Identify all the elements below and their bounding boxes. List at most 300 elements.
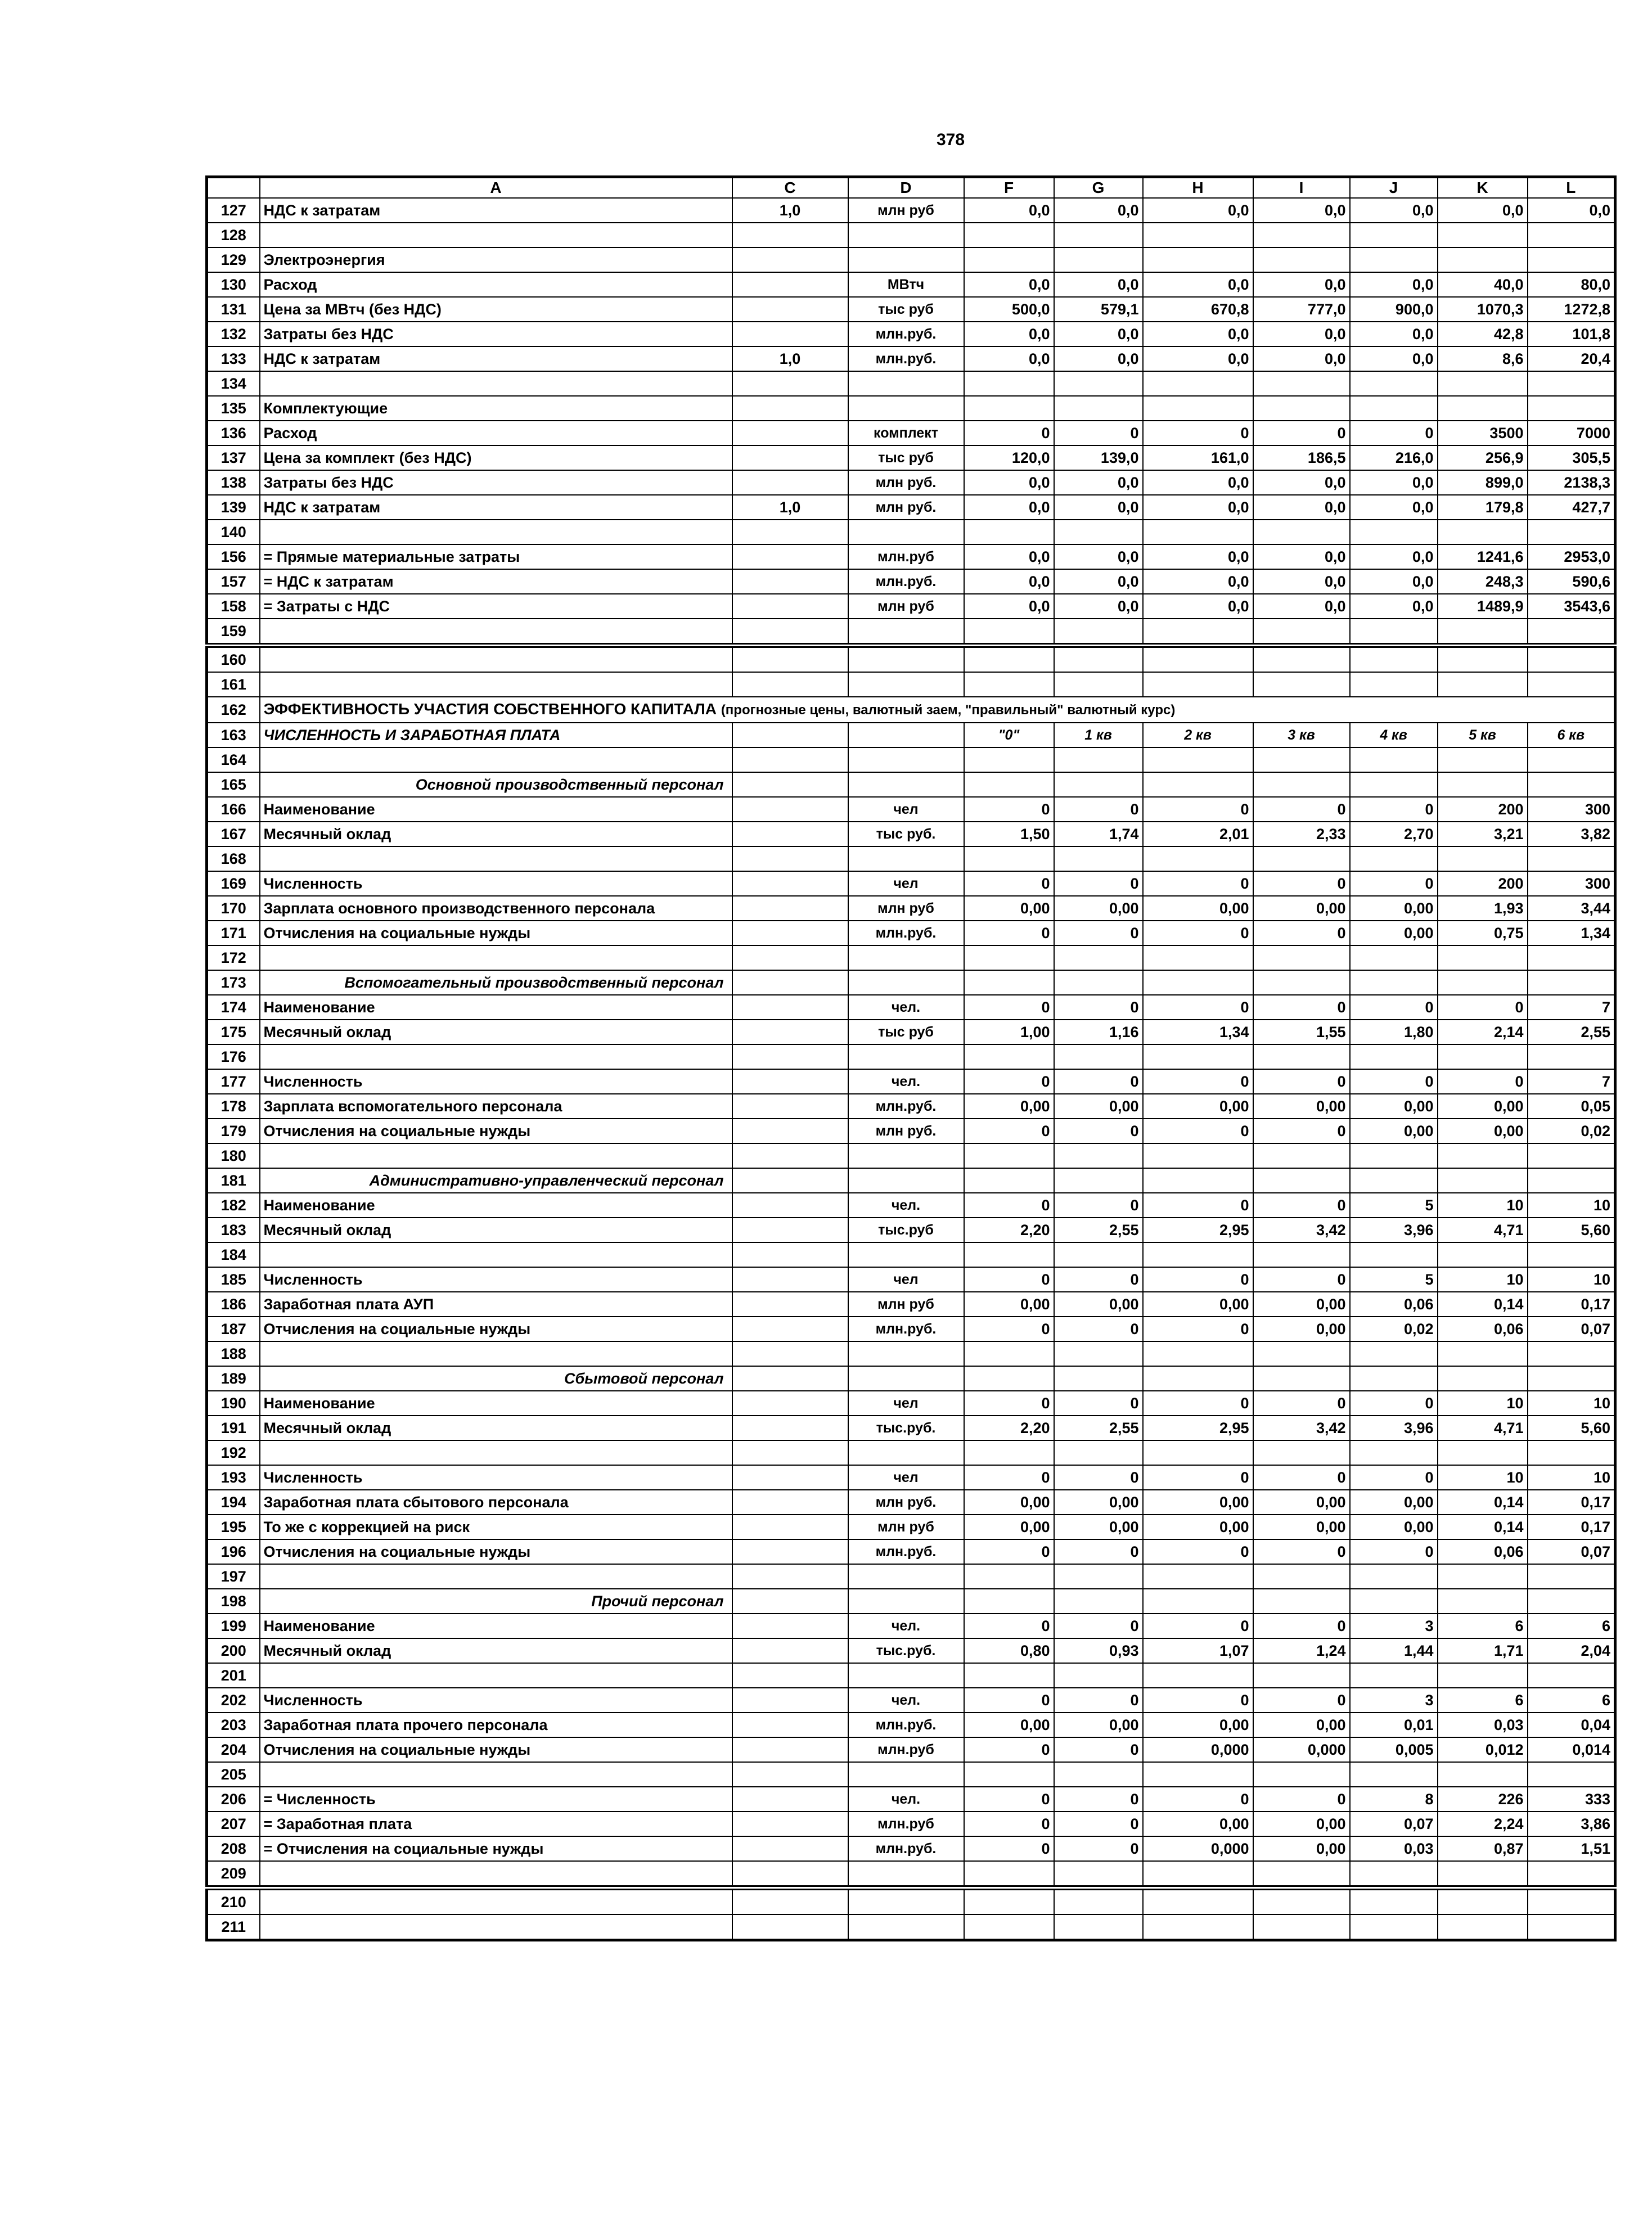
value-cell[interactable]: 670,8 <box>1143 297 1253 322</box>
value-cell[interactable] <box>1528 247 1615 272</box>
row-number[interactable]: 210 <box>207 1888 260 1915</box>
cell[interactable] <box>1253 970 1350 995</box>
value-cell[interactable] <box>1054 520 1143 544</box>
value-cell[interactable] <box>1438 846 1528 871</box>
value-cell[interactable] <box>1054 247 1143 272</box>
value-cell[interactable]: 0,00 <box>964 1713 1054 1737</box>
value-cell[interactable] <box>1143 223 1253 247</box>
coefficient-cell[interactable]: 1,0 <box>732 346 848 371</box>
value-cell[interactable]: 0,0 <box>964 322 1054 346</box>
row-label[interactable] <box>260 1143 732 1168</box>
row-label[interactable] <box>260 1861 732 1888</box>
value-cell[interactable] <box>1143 1242 1253 1267</box>
value-cell[interactable]: 0,0 <box>1054 569 1143 594</box>
value-cell[interactable]: 0,14 <box>1438 1515 1528 1539</box>
value-cell[interactable]: 0 <box>1054 1391 1143 1416</box>
cell[interactable] <box>964 1168 1054 1193</box>
row-number[interactable]: 182 <box>207 1193 260 1218</box>
unit-cell[interactable]: чел <box>848 1391 964 1416</box>
cell[interactable] <box>1054 772 1143 797</box>
value-cell[interactable]: 3,96 <box>1350 1218 1438 1242</box>
coefficient-cell[interactable] <box>732 1440 848 1465</box>
value-cell[interactable]: 3543,6 <box>1528 594 1615 619</box>
coefficient-cell[interactable] <box>732 470 848 495</box>
value-cell[interactable] <box>1350 371 1438 396</box>
value-cell[interactable]: 6 <box>1528 1614 1615 1638</box>
value-cell[interactable]: 0,00 <box>1054 1094 1143 1119</box>
value-cell[interactable] <box>1528 1861 1615 1888</box>
value-cell[interactable] <box>1528 223 1615 247</box>
value-cell[interactable] <box>1350 672 1438 697</box>
value-cell[interactable] <box>1253 520 1350 544</box>
period-label[interactable]: 5 кв <box>1438 723 1528 747</box>
value-cell[interactable] <box>1528 371 1615 396</box>
value-cell[interactable]: 10 <box>1438 1391 1528 1416</box>
unit-cell[interactable] <box>848 1663 964 1688</box>
value-cell[interactable]: 0,0 <box>1143 544 1253 569</box>
value-cell[interactable] <box>964 1044 1054 1069</box>
cell[interactable] <box>1438 1366 1528 1391</box>
value-cell[interactable]: 0 <box>1054 1267 1143 1292</box>
value-cell[interactable]: 1,51 <box>1528 1836 1615 1861</box>
row-number[interactable]: 185 <box>207 1267 260 1292</box>
value-cell[interactable]: 0,17 <box>1528 1490 1615 1515</box>
value-cell[interactable]: 0 <box>1350 1465 1438 1490</box>
value-cell[interactable] <box>1253 1341 1350 1366</box>
value-cell[interactable]: 0,00 <box>1143 1490 1253 1515</box>
row-number[interactable]: 183 <box>207 1218 260 1242</box>
value-cell[interactable] <box>1253 396 1350 421</box>
value-cell[interactable]: 2,33 <box>1253 822 1350 846</box>
value-cell[interactable]: 2953,0 <box>1528 544 1615 569</box>
value-cell[interactable] <box>1143 1762 1253 1787</box>
cell[interactable] <box>1350 1168 1438 1193</box>
value-cell[interactable]: 0 <box>1253 1391 1350 1416</box>
value-cell[interactable] <box>1528 747 1615 772</box>
value-cell[interactable]: 0,00 <box>1253 1836 1350 1861</box>
value-cell[interactable] <box>1528 1663 1615 1688</box>
value-cell[interactable] <box>1438 1564 1528 1589</box>
cell[interactable] <box>1438 970 1528 995</box>
row-number[interactable]: 174 <box>207 995 260 1020</box>
value-cell[interactable]: 120,0 <box>964 445 1054 470</box>
value-cell[interactable]: 0 <box>1253 1119 1350 1143</box>
value-cell[interactable] <box>964 396 1054 421</box>
value-cell[interactable]: 1,24 <box>1253 1638 1350 1663</box>
row-label[interactable]: = Отчисления на социальные нужды <box>260 1836 732 1861</box>
coefficient-cell[interactable] <box>732 1069 848 1094</box>
row-label[interactable] <box>260 1663 732 1688</box>
coefficient-cell[interactable] <box>732 297 848 322</box>
value-cell[interactable] <box>1438 619 1528 646</box>
value-cell[interactable]: 0,0 <box>964 470 1054 495</box>
cell[interactable] <box>1528 1366 1615 1391</box>
value-cell[interactable]: 0,00 <box>1253 1094 1350 1119</box>
subsection-heading[interactable]: Основной производственный персонал <box>260 772 732 797</box>
value-cell[interactable]: 0 <box>964 1119 1054 1143</box>
unit-cell[interactable]: МВтч <box>848 272 964 297</box>
coefficient-cell[interactable] <box>732 1914 848 1940</box>
value-cell[interactable] <box>1054 619 1143 646</box>
row-label[interactable]: Цена за комплект (без НДС) <box>260 445 732 470</box>
value-cell[interactable]: 0 <box>964 1614 1054 1638</box>
value-cell[interactable]: 0,00 <box>1253 1317 1350 1341</box>
cell[interactable] <box>1253 1366 1350 1391</box>
row-number[interactable]: 138 <box>207 470 260 495</box>
coefficient-cell[interactable] <box>732 797 848 822</box>
unit-cell[interactable]: млн.руб. <box>848 1713 964 1737</box>
row-label[interactable]: Расход <box>260 421 732 445</box>
value-cell[interactable] <box>1143 945 1253 970</box>
value-cell[interactable] <box>1143 520 1253 544</box>
cell[interactable] <box>1253 772 1350 797</box>
value-cell[interactable]: 1,16 <box>1054 1020 1143 1044</box>
coefficient-cell[interactable] <box>732 1193 848 1218</box>
value-cell[interactable] <box>1350 1888 1438 1915</box>
row-number[interactable]: 203 <box>207 1713 260 1737</box>
value-cell[interactable] <box>1054 1762 1143 1787</box>
unit-cell[interactable]: чел <box>848 871 964 896</box>
value-cell[interactable]: 0,14 <box>1438 1490 1528 1515</box>
value-cell[interactable]: 0 <box>1143 1267 1253 1292</box>
value-cell[interactable]: 0 <box>1054 1193 1143 1218</box>
value-cell[interactable]: 200 <box>1438 797 1528 822</box>
coefficient-cell[interactable] <box>732 1737 848 1762</box>
value-cell[interactable]: 0,17 <box>1528 1292 1615 1317</box>
value-cell[interactable]: 0 <box>1350 871 1438 896</box>
row-label[interactable]: Месячный оклад <box>260 1638 732 1663</box>
coefficient-cell[interactable] <box>732 896 848 921</box>
value-cell[interactable] <box>1438 1242 1528 1267</box>
value-cell[interactable]: 10 <box>1438 1465 1528 1490</box>
value-cell[interactable]: 0,005 <box>1350 1737 1438 1762</box>
row-label[interactable]: Месячный оклад <box>260 822 732 846</box>
value-cell[interactable]: 0 <box>1054 1069 1143 1094</box>
value-cell[interactable] <box>1438 1914 1528 1940</box>
row-label[interactable] <box>260 672 732 697</box>
value-cell[interactable] <box>1143 1044 1253 1069</box>
row-number[interactable]: 139 <box>207 495 260 520</box>
unit-cell[interactable]: чел. <box>848 995 964 1020</box>
value-cell[interactable] <box>1438 247 1528 272</box>
value-cell[interactable] <box>1253 223 1350 247</box>
value-cell[interactable] <box>964 646 1054 673</box>
value-cell[interactable]: 3 <box>1350 1614 1438 1638</box>
row-number[interactable]: 187 <box>207 1317 260 1341</box>
value-cell[interactable]: 10 <box>1438 1267 1528 1292</box>
unit-cell[interactable]: чел <box>848 797 964 822</box>
cell[interactable] <box>1143 772 1253 797</box>
value-cell[interactable] <box>1350 1762 1438 1787</box>
value-cell[interactable] <box>1143 846 1253 871</box>
row-number[interactable]: 156 <box>207 544 260 569</box>
value-cell[interactable]: 0 <box>1350 797 1438 822</box>
coefficient-cell[interactable] <box>732 1539 848 1564</box>
subsection-heading[interactable]: Сбытовой персонал <box>260 1366 732 1391</box>
value-cell[interactable] <box>1253 1861 1350 1888</box>
value-cell[interactable]: 3500 <box>1438 421 1528 445</box>
value-cell[interactable]: 0 <box>1054 1836 1143 1861</box>
value-cell[interactable]: 6 <box>1438 1688 1528 1713</box>
value-cell[interactable]: 7 <box>1528 1069 1615 1094</box>
value-cell[interactable] <box>1528 619 1615 646</box>
value-cell[interactable] <box>1350 223 1438 247</box>
value-cell[interactable]: 2,55 <box>1528 1020 1615 1044</box>
value-cell[interactable]: 0 <box>1054 871 1143 896</box>
coefficient-cell[interactable] <box>732 871 848 896</box>
value-cell[interactable]: 0 <box>964 1193 1054 1218</box>
row-label[interactable] <box>260 1914 732 1940</box>
value-cell[interactable]: 6 <box>1438 1614 1528 1638</box>
coefficient-cell[interactable] <box>732 747 848 772</box>
value-cell[interactable] <box>964 371 1054 396</box>
value-cell[interactable]: 0,0 <box>1143 272 1253 297</box>
unit-cell[interactable] <box>848 1044 964 1069</box>
value-cell[interactable]: 0 <box>1054 995 1143 1020</box>
value-cell[interactable]: 0,06 <box>1350 1292 1438 1317</box>
coefficient-cell[interactable] <box>732 322 848 346</box>
value-cell[interactable]: 0,0 <box>1350 272 1438 297</box>
cell[interactable] <box>848 723 964 747</box>
row-number[interactable]: 193 <box>207 1465 260 1490</box>
value-cell[interactable]: 900,0 <box>1350 297 1438 322</box>
value-cell[interactable]: 0,06 <box>1438 1539 1528 1564</box>
value-cell[interactable]: 0 <box>1253 1193 1350 1218</box>
value-cell[interactable]: 0,00 <box>1253 1515 1350 1539</box>
value-cell[interactable] <box>1143 1861 1253 1888</box>
value-cell[interactable]: 0,0 <box>1054 198 1143 223</box>
cell[interactable] <box>964 1589 1054 1614</box>
value-cell[interactable]: 0,07 <box>1528 1317 1615 1341</box>
value-cell[interactable] <box>1054 396 1143 421</box>
value-cell[interactable]: 3,21 <box>1438 822 1528 846</box>
value-cell[interactable] <box>1350 945 1438 970</box>
coefficient-cell[interactable] <box>732 1267 848 1292</box>
value-cell[interactable]: 0,0 <box>1253 272 1350 297</box>
value-cell[interactable] <box>1253 1242 1350 1267</box>
value-cell[interactable]: 0,07 <box>1350 1812 1438 1836</box>
row-label[interactable]: Цена за МВтч (без НДС) <box>260 297 732 322</box>
value-cell[interactable]: 4,71 <box>1438 1416 1528 1440</box>
value-cell[interactable]: 0 <box>964 921 1054 945</box>
value-cell[interactable]: 0,0 <box>1054 495 1143 520</box>
unit-cell[interactable]: млн руб. <box>848 1490 964 1515</box>
value-cell[interactable]: 0,0 <box>1054 544 1143 569</box>
period-label[interactable]: 3 кв <box>1253 723 1350 747</box>
value-cell[interactable] <box>1253 672 1350 697</box>
unit-cell[interactable]: комплект <box>848 421 964 445</box>
row-number[interactable]: 167 <box>207 822 260 846</box>
cell[interactable] <box>732 1589 848 1614</box>
value-cell[interactable] <box>1054 1861 1143 1888</box>
cell[interactable] <box>1350 1589 1438 1614</box>
row-number[interactable]: 188 <box>207 1341 260 1366</box>
cell[interactable] <box>1528 970 1615 995</box>
value-cell[interactable] <box>1253 646 1350 673</box>
value-cell[interactable]: 0,00 <box>1350 1094 1438 1119</box>
value-cell[interactable] <box>1054 371 1143 396</box>
row-number[interactable]: 162 <box>207 697 260 723</box>
value-cell[interactable]: 0 <box>1143 871 1253 896</box>
value-cell[interactable]: 0,0 <box>1054 272 1143 297</box>
coefficient-cell[interactable] <box>732 1564 848 1589</box>
row-label[interactable]: Затраты без НДС <box>260 470 732 495</box>
subsection-heading[interactable]: Вспомогательный производственный персонал <box>260 970 732 995</box>
value-cell[interactable]: 0,00 <box>964 1094 1054 1119</box>
value-cell[interactable]: 2138,3 <box>1528 470 1615 495</box>
row-label[interactable]: Численность <box>260 871 732 896</box>
row-number[interactable]: 202 <box>207 1688 260 1713</box>
unit-cell[interactable] <box>848 1341 964 1366</box>
row-label[interactable]: Заработная плата прочего персонала <box>260 1713 732 1737</box>
value-cell[interactable]: 0,00 <box>1253 1812 1350 1836</box>
value-cell[interactable]: 0,00 <box>1143 896 1253 921</box>
row-label[interactable] <box>260 646 732 673</box>
value-cell[interactable]: 0,0 <box>1350 569 1438 594</box>
row-label[interactable]: Расход <box>260 272 732 297</box>
value-cell[interactable]: 0,0 <box>1143 322 1253 346</box>
value-cell[interactable] <box>1438 1762 1528 1787</box>
value-cell[interactable]: 80,0 <box>1528 272 1615 297</box>
unit-cell[interactable] <box>848 520 964 544</box>
column-header[interactable]: L <box>1528 177 1615 199</box>
row-label[interactable]: Отчисления на социальные нужды <box>260 1119 732 1143</box>
row-number[interactable]: 128 <box>207 223 260 247</box>
value-cell[interactable]: 3,82 <box>1528 822 1615 846</box>
row-number[interactable]: 179 <box>207 1119 260 1143</box>
row-number[interactable]: 140 <box>207 520 260 544</box>
value-cell[interactable]: 1,93 <box>1438 896 1528 921</box>
value-cell[interactable] <box>964 1564 1054 1589</box>
value-cell[interactable]: 0 <box>964 797 1054 822</box>
value-cell[interactable]: 10 <box>1528 1391 1615 1416</box>
value-cell[interactable]: 2,95 <box>1143 1416 1253 1440</box>
value-cell[interactable]: 0,00 <box>1350 1490 1438 1515</box>
value-cell[interactable] <box>1054 1341 1143 1366</box>
value-cell[interactable] <box>1350 619 1438 646</box>
unit-cell[interactable]: чел <box>848 1267 964 1292</box>
cell[interactable] <box>848 970 964 995</box>
value-cell[interactable] <box>1054 672 1143 697</box>
unit-cell[interactable] <box>848 672 964 697</box>
value-cell[interactable]: 3,42 <box>1253 1218 1350 1242</box>
value-cell[interactable]: 0,00 <box>1253 1713 1350 1737</box>
coefficient-cell[interactable] <box>732 995 848 1020</box>
value-cell[interactable]: 256,9 <box>1438 445 1528 470</box>
value-cell[interactable]: 0 <box>964 1688 1054 1713</box>
unit-cell[interactable]: млн руб. <box>848 470 964 495</box>
value-cell[interactable]: 1,34 <box>1143 1020 1253 1044</box>
coefficient-cell[interactable]: 1,0 <box>732 198 848 223</box>
unit-cell[interactable] <box>848 1143 964 1168</box>
value-cell[interactable]: 0,0 <box>1350 544 1438 569</box>
value-cell[interactable]: 1,44 <box>1350 1638 1438 1663</box>
value-cell[interactable]: 0 <box>964 1539 1054 1564</box>
unit-cell[interactable] <box>848 1888 964 1915</box>
unit-cell[interactable]: млн.руб. <box>848 1539 964 1564</box>
cell[interactable] <box>1438 1589 1528 1614</box>
cell[interactable] <box>1253 1589 1350 1614</box>
value-cell[interactable]: 0,03 <box>1350 1836 1438 1861</box>
coefficient-cell[interactable] <box>732 1044 848 1069</box>
value-cell[interactable] <box>1438 1143 1528 1168</box>
value-cell[interactable] <box>1350 396 1438 421</box>
cell[interactable] <box>1054 1589 1143 1614</box>
value-cell[interactable]: 0,012 <box>1438 1737 1528 1762</box>
coefficient-cell[interactable] <box>732 921 848 945</box>
row-number[interactable]: 169 <box>207 871 260 896</box>
value-cell[interactable] <box>1438 1888 1528 1915</box>
value-cell[interactable]: 0,06 <box>1438 1317 1528 1341</box>
cell[interactable] <box>1054 1168 1143 1193</box>
value-cell[interactable] <box>1350 520 1438 544</box>
value-cell[interactable] <box>1143 1440 1253 1465</box>
value-cell[interactable]: 0,00 <box>964 1490 1054 1515</box>
value-cell[interactable] <box>1528 1914 1615 1940</box>
value-cell[interactable]: 0,0 <box>1143 569 1253 594</box>
value-cell[interactable]: 0 <box>964 1812 1054 1836</box>
row-number[interactable]: 191 <box>207 1416 260 1440</box>
coefficient-cell[interactable] <box>732 1416 848 1440</box>
value-cell[interactable] <box>1143 1663 1253 1688</box>
cell[interactable] <box>964 970 1054 995</box>
value-cell[interactable]: 0 <box>1143 1119 1253 1143</box>
value-cell[interactable]: 0,0 <box>1054 594 1143 619</box>
value-cell[interactable]: 0,00 <box>1054 1490 1143 1515</box>
value-cell[interactable]: 0,0 <box>1253 470 1350 495</box>
value-cell[interactable] <box>1438 945 1528 970</box>
row-number[interactable]: 175 <box>207 1020 260 1044</box>
value-cell[interactable]: 0,02 <box>1528 1119 1615 1143</box>
value-cell[interactable]: 42,8 <box>1438 322 1528 346</box>
value-cell[interactable] <box>1054 1888 1143 1915</box>
cell[interactable] <box>732 1168 848 1193</box>
value-cell[interactable]: 0 <box>1143 421 1253 445</box>
value-cell[interactable]: 0,00 <box>1054 1515 1143 1539</box>
row-label[interactable] <box>260 520 732 544</box>
cell[interactable] <box>848 772 964 797</box>
value-cell[interactable]: 2,55 <box>1054 1218 1143 1242</box>
cell[interactable] <box>1528 1168 1615 1193</box>
value-cell[interactable]: 0,14 <box>1438 1292 1528 1317</box>
unit-cell[interactable]: чел. <box>848 1193 964 1218</box>
cell[interactable] <box>1054 1366 1143 1391</box>
row-label[interactable] <box>260 945 732 970</box>
unit-cell[interactable]: тыс руб <box>848 445 964 470</box>
value-cell[interactable]: 0,000 <box>1253 1737 1350 1762</box>
value-cell[interactable]: 10 <box>1528 1465 1615 1490</box>
value-cell[interactable]: 2,01 <box>1143 822 1253 846</box>
value-cell[interactable]: 0 <box>1253 1688 1350 1713</box>
value-cell[interactable]: 179,8 <box>1438 495 1528 520</box>
coefficient-cell[interactable] <box>732 396 848 421</box>
value-cell[interactable]: 0 <box>1143 1465 1253 1490</box>
value-cell[interactable]: 0 <box>1054 797 1143 822</box>
coefficient-cell[interactable] <box>732 1465 848 1490</box>
row-label[interactable]: Месячный оклад <box>260 1416 732 1440</box>
value-cell[interactable]: 0,00 <box>1143 1713 1253 1737</box>
coefficient-cell[interactable] <box>732 247 848 272</box>
cell[interactable] <box>848 1589 964 1614</box>
unit-cell[interactable] <box>848 619 964 646</box>
row-number[interactable]: 186 <box>207 1292 260 1317</box>
value-cell[interactable]: 0 <box>964 421 1054 445</box>
value-cell[interactable]: 0 <box>1253 797 1350 822</box>
coefficient-cell[interactable] <box>732 1861 848 1888</box>
value-cell[interactable] <box>1253 1143 1350 1168</box>
value-cell[interactable] <box>1438 1663 1528 1688</box>
value-cell[interactable] <box>1143 747 1253 772</box>
